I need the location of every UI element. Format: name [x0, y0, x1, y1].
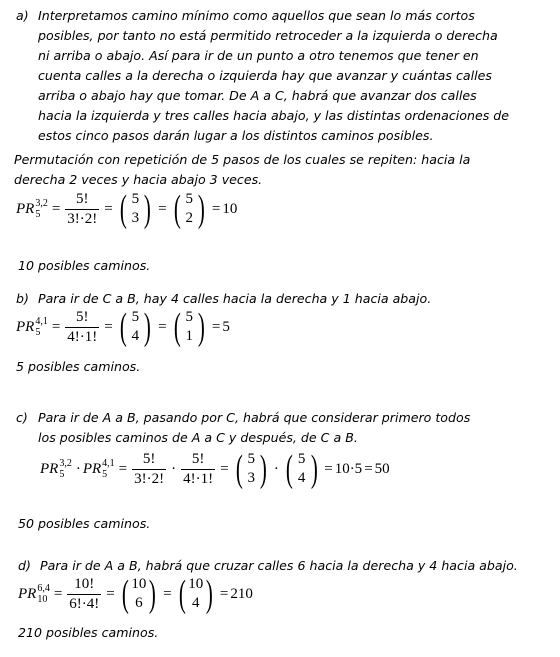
permutation-text-a: Permutación con repetición de 5 pasos de los cuales se repiten: hacia la derecha 2 veces y hacia abajo 3 veces.: [14, 152, 471, 187]
result-text-b: 5 posibles caminos.: [16, 359, 141, 374]
fraction: $\frac{5!}{3!\cdot 2!}$: [67, 190, 98, 227]
marker-a: a): [16, 8, 29, 23]
pr-symbol: PR: [16, 318, 35, 335]
binomial-1: ( 5 3 ): [119, 188, 152, 230]
paragraph-a: Interpretamos camino mínimo como aquellos que sean lo más cortos posibles, por tanto no está permitido retroceder a la izquierda o derecha ni arriba o abajo. Así para ir de un punto a otro tenemos que tener en cuenta calles a la derecha o izquierda hay que avanzar y cuántas calles arriba o abajo hay que tomar. De A a C, habrá que avanzar dos calles hacia la izquierda y tres calles hacia abajo, y las distintas ordenaciones de estos cinco pasos darán lugar a los distintos caminos posibles.: [38, 8, 510, 143]
result: 10: [222, 200, 238, 217]
binomial-2: ( 5 2 ): [173, 188, 206, 230]
paragraph-b: Para ir de C a B, hay 4 calles hacia la derecha y 1 hacia abajo.: [38, 291, 432, 306]
equals: =: [51, 200, 61, 217]
result-text-d: 210 posibles caminos.: [18, 625, 159, 640]
result: 5: [222, 318, 230, 335]
marker-b: b): [16, 291, 29, 306]
formula-c: PR 3,2 5 · PR 4,1 5 = $\frac{5!}{3!\cdot 2!}$ · $\frac{5!}{4!\cdot 1!}$ = ( 5 3 ) · ( 5 4 ) = 10·5 = 50: [40, 448, 390, 490]
marker-c: c): [16, 410, 28, 425]
result: 50: [374, 460, 390, 477]
paragraph-c: Para ir de A a B, pasando por C, habrá que considerar primero todos los posibles caminos de A a C y después, de C a B.: [38, 410, 471, 445]
result: 210: [230, 585, 253, 602]
result-text-a: 10 posibles caminos.: [18, 258, 151, 273]
formula-a: PR 3,2 5 = $\frac{5!}{3!\cdot 2!}$ = ( 5 3 ) = ( 5 2 ) = 10: [16, 188, 238, 230]
pr-sup: 3,2: [35, 198, 48, 209]
result-text-c: 50 posibles caminos.: [18, 516, 151, 531]
formula-b: PR 4,1 5 = $\frac{5!}{4!\cdot 1!}$ = ( 5 4 ) = ( 5 1 ) = 5: [16, 306, 230, 348]
pr-sub: 5: [35, 209, 41, 220]
pr-symbol: PR: [16, 200, 35, 217]
marker-d: d): [18, 558, 31, 573]
formula-d: PR 6,4 10 = $\frac{10!}{6!\cdot 4!}$ = ( 10 6 ) = ( 10 4 ) = 210: [18, 573, 253, 615]
paragraph-d: Para ir de A a B, habrá que cruzar calles 6 hacia la derecha y 4 hacia abajo.: [40, 558, 518, 573]
